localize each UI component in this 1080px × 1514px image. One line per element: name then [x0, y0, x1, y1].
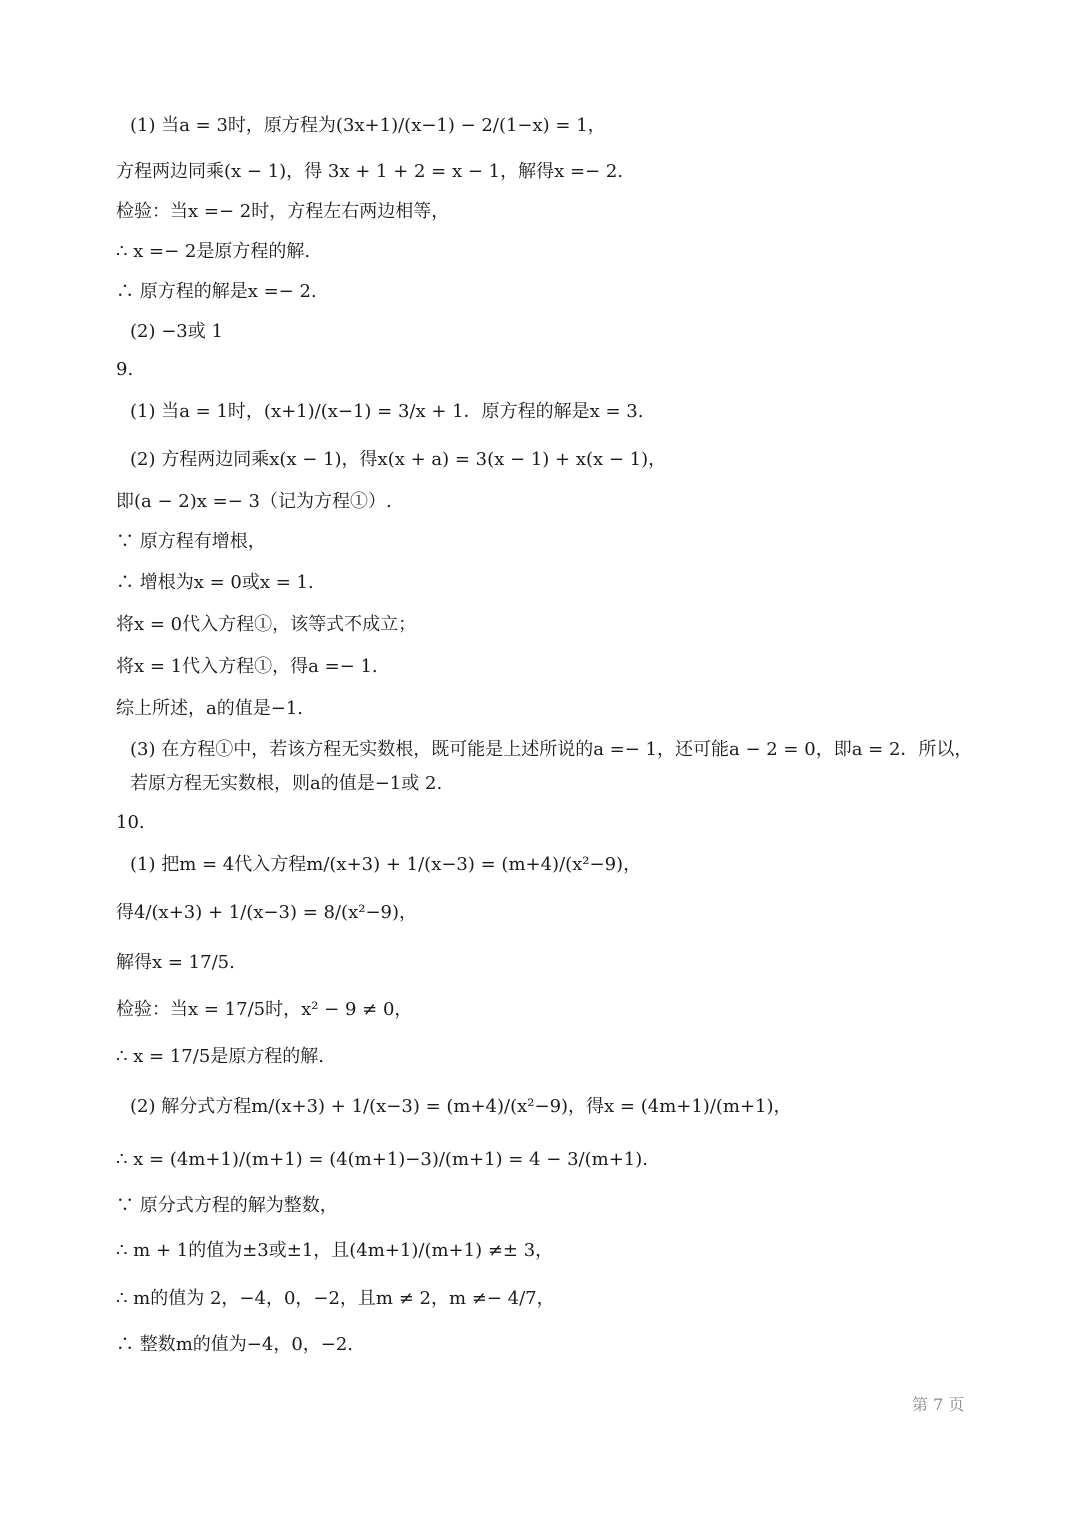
- text-line: ∴ x =− 2是原方程的解.: [116, 241, 311, 262]
- text-line: 检验：当x =− 2时，方程左右两边相等，: [116, 201, 450, 222]
- text-line: 将x = 1代入方程①，得a =− 1.: [116, 656, 378, 677]
- text-line: (2) 解分式方程m/(x+3) + 1/(x−3) = (m+4)/(x²−9)，得x = (4m+1)/(m+1)，: [130, 1096, 792, 1117]
- text-line: 方程两边同乘(x − 1)，得 3x + 1 + 2 = x − 1，解得x =− 2.: [116, 161, 624, 182]
- question-number: 10.: [116, 812, 145, 833]
- text-line: ∴ 整数m的值为−4，0，−2.: [116, 1334, 354, 1355]
- text-line: (1) 把m = 4代入方程m/(x+3) + 1/(x−3) = (m+4)/(x²−9)，: [130, 854, 642, 875]
- text-line: ∴ 增根为x = 0或x = 1.: [116, 572, 314, 593]
- text-line: ∴ m的值为 2，−4，0，−2，且m ≠ 2，m ≠− 4/7，: [116, 1288, 555, 1309]
- text-line: ∵ 原方程有增根，: [116, 531, 266, 552]
- text-line: ∵ 原分式方程的解为整数，: [116, 1195, 338, 1216]
- text-line: 将x = 0代入方程①，该等式不成立；: [116, 614, 417, 635]
- text-line: (2) −3或 1: [130, 321, 223, 342]
- text-line: (1) 当a = 3时，原方程为(3x+1)/(x−1) − 2/(1−x) = 1，: [130, 115, 606, 136]
- text-line: 解得x = 17/5.: [116, 952, 235, 973]
- text-line: (1) 当a = 1时，(x+1)/(x−1) = 3/x + 1．原方程的解是x = 3.: [130, 401, 644, 422]
- question-number: 9.: [116, 359, 134, 380]
- text-line: ∴ x = (4m+1)/(m+1) = (4(m+1)−3)/(m+1) = 4 − 3/(m+1).: [116, 1149, 648, 1170]
- text-line: (2) 方程两边同乘x(x − 1)，得x(x + a) = 3(x − 1) + x(x − 1)，: [130, 449, 667, 470]
- text-line: 得4/(x+3) + 1/(x−3) = 8/(x²−9)，: [116, 902, 418, 923]
- text-line: ∴ m + 1的值为±3或±1，且(4m+1)/(m+1) ≠± 3，: [116, 1240, 554, 1261]
- text-line: ∴ x = 17/5是原方程的解.: [116, 1046, 324, 1067]
- text-line: 检验：当x = 17/5时，x² − 9 ≠ 0，: [116, 999, 413, 1020]
- text-line: 综上所述，a的值是−1.: [116, 698, 303, 719]
- text-line: ∴ 原方程的解是x =− 2.: [116, 281, 317, 302]
- page-number: 第 7 页: [912, 1395, 965, 1414]
- text-line: 即(a − 2)x =− 3（记为方程①）.: [116, 491, 392, 512]
- text-paragraph: (3) 在方程①中，若该方程无实数根，既可能是上述所说的a =− 1，还可能a − 2 = 0，即a = 2．所以，若原方程无实数根，则a的值是−1或 2.: [130, 739, 973, 794]
